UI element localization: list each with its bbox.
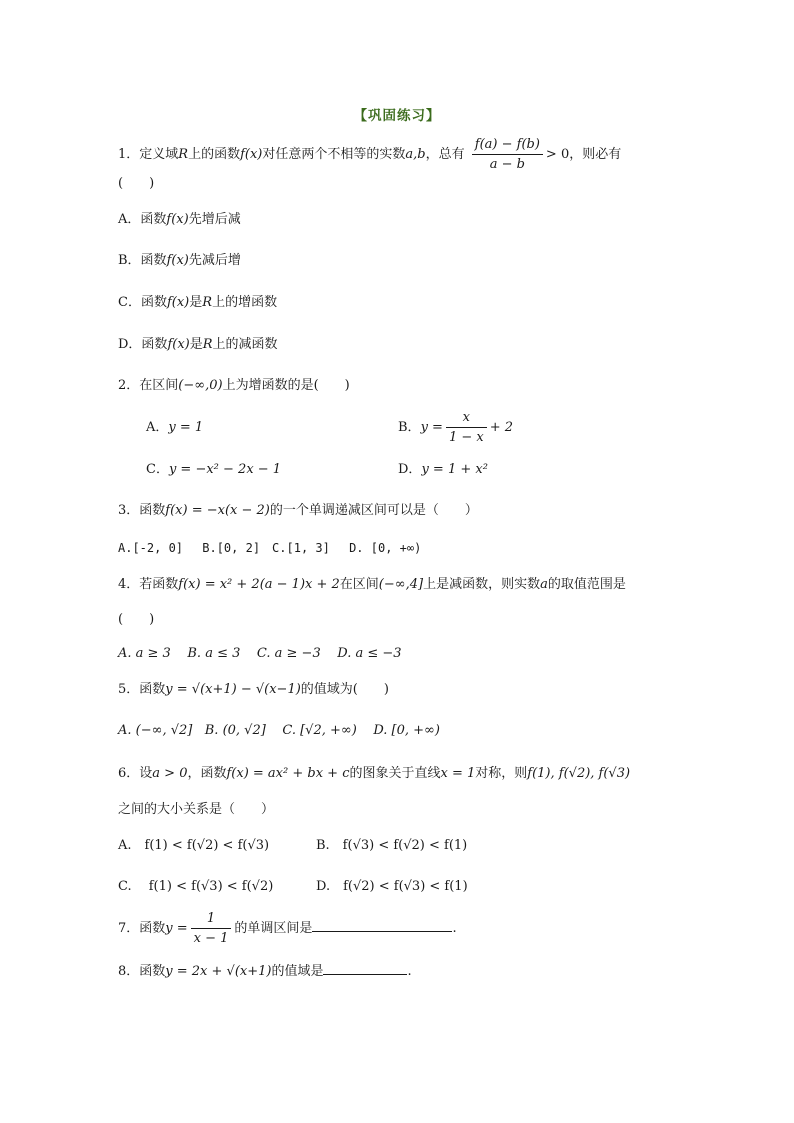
q1-ab: a,b xyxy=(405,147,426,162)
q5-option-a: A. (−∞, √2] xyxy=(118,723,193,738)
q4-option-c: C. a ≥ −3 xyxy=(256,646,321,661)
q8-text: 的值域是 xyxy=(271,964,324,979)
q5-option-c: C. [√2, +∞) xyxy=(282,723,357,738)
q2-stem xyxy=(118,376,350,396)
frac-den: x − 1 xyxy=(193,931,229,946)
q1-answer-paren: ( ) xyxy=(118,176,155,191)
q1-text: ，则必有 xyxy=(569,147,622,162)
option-expr: + 2 xyxy=(489,420,513,435)
q6-option-c: C. f(1) < f(√3) < f(√2) xyxy=(118,879,274,894)
q4-option-b: B. a ≤ 3 xyxy=(187,646,241,661)
q1-frac-num: f(a) − f(b) xyxy=(472,136,543,155)
option-text: 先减后增 xyxy=(188,253,241,268)
option-label: A．函数 xyxy=(118,212,167,227)
q4-text: 在区间 xyxy=(339,577,379,592)
q4-answer-paren: ( ) xyxy=(118,612,155,627)
q7-end: . xyxy=(452,921,457,936)
option-expr: f(x) xyxy=(166,295,190,310)
option-text: 上的增函数 xyxy=(212,295,278,310)
q4-options xyxy=(118,644,402,664)
q5-text: 的值域为( ) xyxy=(300,682,389,697)
q5-option-d: D. [0, +∞) xyxy=(373,723,440,738)
q7-fraction xyxy=(191,910,232,947)
option-expr: y = −x² − 2x − 1 xyxy=(168,462,282,477)
frac-num: 1 xyxy=(191,910,232,929)
q1-fraction xyxy=(472,136,543,173)
option-label: B．函数 xyxy=(118,253,167,268)
q4-option-a: A. a ≥ 3 xyxy=(118,646,171,661)
q8-text: 8．函数 xyxy=(118,964,166,979)
q2-text: 上为增函数的是( ) xyxy=(222,378,350,393)
option-label: A． xyxy=(146,420,169,435)
q3-expr: f(x) = −x(x − 2) xyxy=(165,503,270,518)
q8-answer-blank[interactable] xyxy=(323,960,407,975)
option-label: D．函数 xyxy=(118,337,168,352)
q5-options xyxy=(118,721,440,741)
q5-text: 5．函数 xyxy=(118,682,166,697)
q4-var: a xyxy=(540,577,548,592)
option-text: 是 xyxy=(189,337,203,352)
q4-text: 的取值范围是 xyxy=(547,577,626,592)
q3-text: 的一个单调递减区间可以是（ ） xyxy=(269,503,478,518)
q5-expr: y = √(x+1) − √(x−1) xyxy=(165,682,301,697)
q6-text: 6．设 xyxy=(118,766,153,781)
option-R: R xyxy=(202,295,213,310)
q7-answer-blank[interactable] xyxy=(312,917,452,932)
q4-stem xyxy=(118,575,626,595)
q1-text: 上的函数 xyxy=(188,147,241,162)
q6-expr: f(x) = ax² + bx + c xyxy=(226,766,350,781)
q2-option-b xyxy=(398,409,513,446)
q6-option-d: D. f(√2) < f(√3) < f(1) xyxy=(316,879,468,894)
q6-text: 的图象关于直线 xyxy=(349,766,441,781)
option-expr: f(x) xyxy=(167,337,190,352)
q5-option-b: B. (0, √2] xyxy=(204,723,266,738)
option-text: 上的减函数 xyxy=(212,337,278,352)
section-title: 【巩固练习】 xyxy=(353,108,441,124)
option-expr: y = xyxy=(420,420,443,435)
q6-text: 对称，则 xyxy=(475,766,528,781)
option-expr: y = 1 + x² xyxy=(421,462,488,477)
q2-option-a xyxy=(146,418,203,438)
option-label: B． xyxy=(398,420,421,435)
frac-den: 1 − x xyxy=(448,430,484,445)
q3-text: 3．函数 xyxy=(118,503,166,518)
q1-stem xyxy=(118,136,621,173)
q4-expr: f(x) = x² + 2(a − 1)x + 2 xyxy=(178,577,340,592)
q6-option-a: A. f(1) < f(√2) < f(√3) xyxy=(118,838,270,853)
q1-option-b xyxy=(118,251,241,271)
frac-num: x xyxy=(446,409,487,428)
option-text: 先增后减 xyxy=(188,212,241,227)
q1-gt: > 0 xyxy=(545,147,570,162)
q7-text: 7．函数 xyxy=(118,921,166,936)
option-label: C．函数 xyxy=(118,295,167,310)
q2-interval: (−∞,0) xyxy=(178,378,223,393)
option-text: 是 xyxy=(189,295,203,310)
q1-text: ，总有 xyxy=(425,147,465,162)
option-label: D． xyxy=(398,462,422,477)
q7-text: 的单调区间是 xyxy=(234,921,313,936)
q4-text: 上是减函数，则实数 xyxy=(423,577,541,592)
q1-frac-den: a − b xyxy=(489,157,525,172)
q2-text: 2．在区间 xyxy=(118,378,179,393)
q1-fx: f(x) xyxy=(240,147,263,162)
q7-expr: y = xyxy=(165,921,188,936)
q1-option-c xyxy=(118,293,277,313)
q6-stem xyxy=(118,764,630,784)
q4-option-d: D. a ≤ −3 xyxy=(337,646,402,661)
q6-vals: f(1), f(√2), f(√3) xyxy=(527,766,631,781)
q6-text: ，函数 xyxy=(187,766,227,781)
q4-interval: (−∞,4] xyxy=(378,577,424,592)
q2-option-d xyxy=(398,460,488,480)
q1-option-a xyxy=(118,210,241,230)
q4-text: 4．若函数 xyxy=(118,577,179,592)
option-R: R xyxy=(202,337,213,352)
option-expr: f(x) xyxy=(166,212,189,227)
option-label: C． xyxy=(146,462,169,477)
q2-b-fraction xyxy=(446,409,487,446)
q1-R: R xyxy=(178,147,189,162)
q8-expr: y = 2x + √(x+1) xyxy=(165,964,272,979)
q6-option-b: B. f(√3) < f(√2) < f(1) xyxy=(316,838,468,853)
q3-stem xyxy=(118,501,478,521)
q6-cond: a > 0 xyxy=(152,766,188,781)
q8-end: . xyxy=(407,964,412,979)
q7-stem xyxy=(118,910,457,947)
q1-text: 1．定义域 xyxy=(118,147,179,162)
q1-option-d xyxy=(118,335,278,355)
q8-stem xyxy=(118,960,412,982)
option-expr: y = 1 xyxy=(168,420,204,435)
q5-stem xyxy=(118,680,389,700)
q2-option-c xyxy=(146,460,281,480)
option-expr: f(x) xyxy=(166,253,189,268)
q6-stem-cont: 之间的大小关系是（ ） xyxy=(118,802,275,817)
q3-options: A.[-2, 0] B.[0, 2] C.[1, 3] D. [0, +∞) xyxy=(118,541,422,555)
q1-text: 对任意两个不相等的实数 xyxy=(262,147,406,162)
q6-line: x = 1 xyxy=(440,766,476,781)
